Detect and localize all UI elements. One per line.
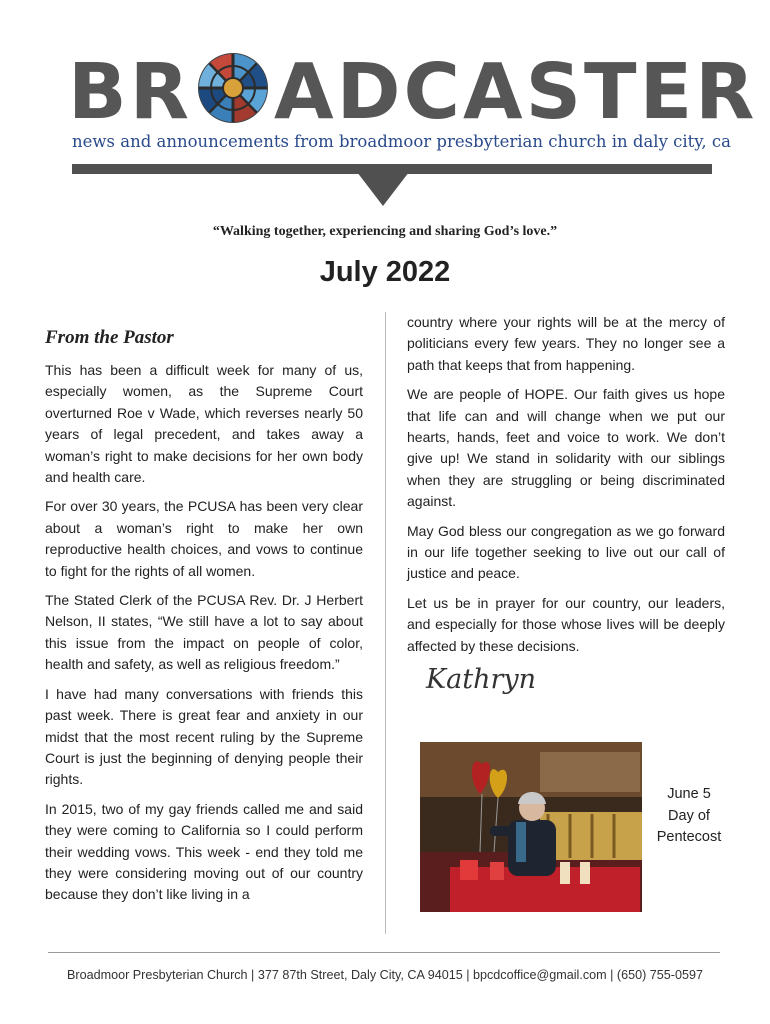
letter-paragraph: Let us be in prayer for our country, our leaders, and especially for those whose lives will be deeply affected by these decisions. xyxy=(407,594,725,654)
letter-paragraph: We are people of HOPE. Our faith gives us hope that life can and will change when we put our hearts, hands, feet and voice to work. We don’t give up! We stand in solidarity with our siblings when they are struggling or being discriminated against. xyxy=(407,386,725,510)
column-divider xyxy=(385,312,386,934)
masthead-pointer xyxy=(357,172,409,206)
pastor-signature: Kathryn xyxy=(426,664,537,695)
letter-paragraph: In 2015, two of my gay friends called me and said they were coming to California so I could perform their wedding vows. This week - end they told me they were considering moving out of our country because they don’t like living in a xyxy=(45,800,363,903)
letter-paragraph: country where your rights will be at the mercy of politicians every few years. They no longer see a path that keeps that from happening. xyxy=(407,314,725,373)
title-part-after: ADCASTER xyxy=(273,48,758,137)
pastor-letter-right-column xyxy=(407,312,725,665)
newsletter-subtitle: news and announcements from broadmoor presbyterian church in daly city, ca xyxy=(72,132,731,151)
masthead xyxy=(60,48,758,208)
footer-contact: Broadmoor Presbyterian Church | 377 87th Street, Daly City, CA 94015 | bpcdcoffice@gmail.com | (650) 755-0597 xyxy=(66,968,704,982)
title-part-before: BR xyxy=(68,48,192,137)
caption-line: June 5 xyxy=(667,786,711,802)
caption-line: Pentecost xyxy=(656,829,722,845)
letter-paragraph: For over 30 years, the PCUSA has been very clear about a woman’s right to make her own reproductive health choices, and vows to continue to fight for the rights of all women. xyxy=(45,498,363,579)
issue-date: July 2022 xyxy=(319,256,451,288)
letter-paragraph: This has been a difficult week for many of us, especially women, as the Supreme Court overturned Roe v Wade, which reverses nearly 50 years of legal precedent, and takes away a woman’s right to make decisions for her own body and health care. xyxy=(45,362,363,486)
caption-line: Day of xyxy=(668,807,710,824)
photo-caption xyxy=(650,784,728,849)
footer-rule xyxy=(48,952,720,953)
motto: “Walking together, experiencing and sharing God’s love.” xyxy=(212,224,558,239)
letter-paragraph: May God bless our congregation as we go forward in our life together seeking to live out our call of justice and peace. xyxy=(407,522,725,582)
stained-glass-rose-window-icon xyxy=(192,52,274,124)
pentecost-photo-icon xyxy=(420,742,642,912)
letter-paragraph: The Stated Clerk of the PCUSA Rev. Dr. J Herbert Nelson, II states, “We still have a lot to say about this issue from the impact on people of color, health and safety, as well as religious freedom.” xyxy=(45,592,363,673)
newsletter-title xyxy=(68,48,758,137)
letter-paragraph: I have had many conversations with friends this past week. There is great fear and anxiety in our midst that the most recent ruling by the Supreme Court is just the beginning of denying people their rights. xyxy=(45,685,363,788)
pastor-letter-left-column xyxy=(45,326,363,914)
section-heading: From the Pastor xyxy=(45,327,174,348)
